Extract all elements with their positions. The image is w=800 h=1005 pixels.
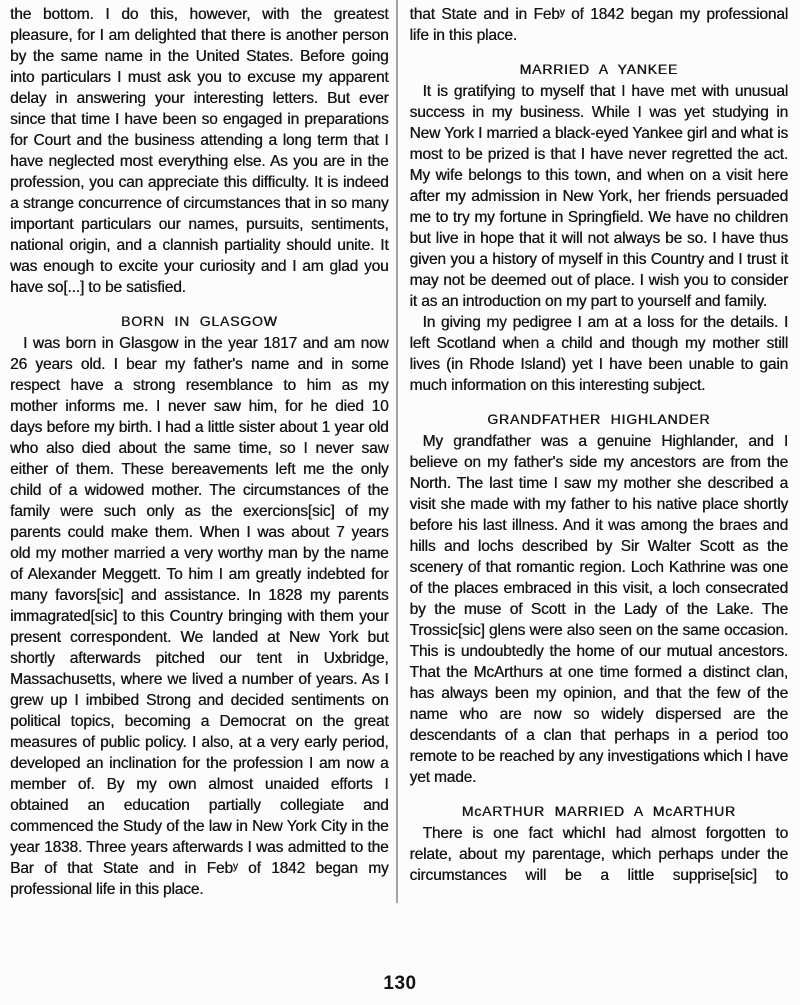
paragraph-continued-from-previous-page: the bottom. I do this, however, with the greatest pleasure, for I am delighted that there is another person by the same name in the United States. Before going into particulars I must ask you to excuse my apparent delay in answering your interesting letters. But ever since that time I have been so engaged in preparations for Court and the business attending a long term that I have neglected most everything else. As you are in the profession, you can appreciate this difficulty. It is indeed a strange concurrence of circumstances that in so many important particulars our names, pursuits, sentiments, national origin, and a clannish partiality should unite. It was enough to excite your curiosity and I am glad you have so[...] to be satisfied. <box>10 6 389 296</box>
paragraph-born-in-glasgow: I was born in Glasgow in the year 1817 and am now 26 years old. I bear my father's name and in some respect have a strong resemblance to him as my mother informs me. I never saw him, for he died 10 days before my birth. I had a little sister about 1 year old who also died about the same time, so I never saw either of them. These bereavements left me the only child of a widowed mother. The circumstances of the family were such only as the exercions[sic] of my parents could make them. When I was about 7 years old my mother married a very worthy man by the name of Alexander Meggett. To him I am greatly indebted for many favors[sic] and assistance. In 1828 my parents immagrated[sic] to this Country bringing with them your present correspondent. We landed at New York but shortly afterwards pitched our tent in Uxbridge, Massachusetts, where we lived a number of years. As I grew up I imbibed Strong and decided sentiments on political topics, becoming a Democrat on the great measures of public policy. I also, at a very early period, developed an inclination for the profession I am now a member of. By my own almost unaided efforts I obtained an education partially collegiate and commenced the Study of the law in New York City in the year 1838. Three years afterwards I was admitted to the Bar of that State and in Febʸ of 1842 began my professional life in this place. <box>10 335 389 898</box>
heading-grandfather-highlander: GRANDFATHER HIGHLANDER <box>487 411 711 427</box>
paragraph-continued-from-left-column: that State and in Febʸ of 1842 began my professional life in this place. <box>409 6 788 44</box>
page-number: 130 <box>383 973 417 994</box>
scan-gutter-artifact-line <box>396 0 398 903</box>
paragraph-grandfather-highlander: My grandfather was a genuine Highlander, and I believe on my father's side my ancestors are from the North. The last time I saw my mother she described a visit she made with my father to his native place shortly before his last illness. And it was among the braes and hills and lochs described by Sir Walter Scott as the scenery of that romantic region. Loch Kathrine was one of the places embraced in this visit, a loch consecrated by the muse of Scott in the Lady of the Lake. The Trossic[sic] glens were also seen on the same occasion. This is undoubtedly the home of our mutual ancestors. That the McArthurs at one time formed a distinct clan, has always been my opinion, and that the few of the name who are now so widely dispersed are the descendants of a clan that perhaps in a period too remote to be reached by any investigations which I have yet made. <box>409 433 788 786</box>
paragraph-mcarthur-married-a-mcarthur: There is one fact whichI had almost forgotten to relate, about my parentage, which perhaps under the circumstances will be a little supprise[sic] to <box>409 825 788 884</box>
heading-born-in-glasgow: BORN IN GLASGOW <box>120 313 278 329</box>
paragraph-pedigree-details: In giving my pedigree I am at a loss for the details. I left Scotland when a child and though my mother still lives (in Rhode Island) yet I have been unable to gain much information on this interesting subject. <box>409 314 788 394</box>
paragraph-married-a-yankee: It is gratifying to myself that I have met with unusual success in my business. While I was yet studying in New York I married a black-eyed Yankee girl and what is most to be prized is that I have never regretted the act. My wife belongs to this town, and when on a visit here after my admission in New York, her friends persuaded me to try my fortune in Springfield. We have no children but live in hope that it will not always be so. I have thus given you a history of myself in this Country and I trust it may not be deemed out of place. I wish you to consider it as an introduction on my part to yourself and family. <box>409 83 788 310</box>
heading-mcarthur-married-a-mcarthur: McARTHUR MARRIED A McARTHUR <box>461 803 736 819</box>
left-column <box>10 4 389 900</box>
heading-married-a-yankee: MARRIED A YANKEE <box>519 61 678 77</box>
right-column <box>410 4 789 900</box>
